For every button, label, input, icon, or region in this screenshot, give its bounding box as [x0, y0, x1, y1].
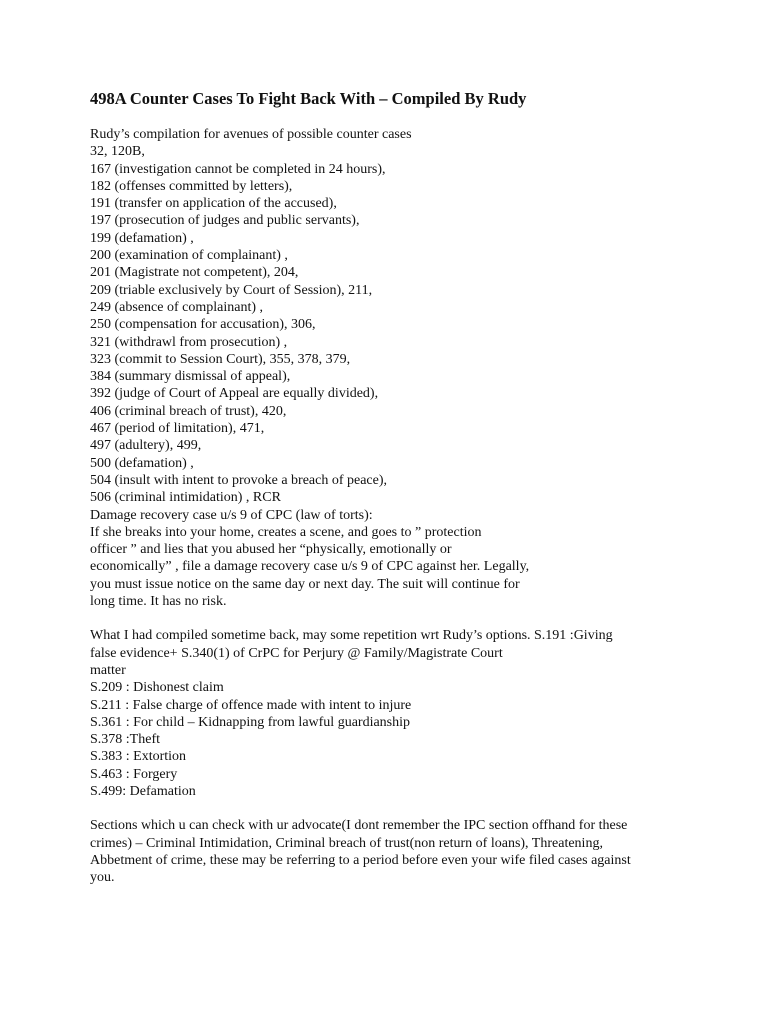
text-line: 32, 120B, [90, 144, 145, 160]
paragraph-gap [90, 800, 690, 817]
text-line: 406 (criminal breach of trust), 420, [90, 403, 287, 419]
text-line: you must issue notice on the same day or next day. The suit will continue for [90, 576, 520, 592]
text-line: 199 (defamation) , [90, 230, 194, 246]
advocate-check-paragraph [90, 817, 690, 886]
text-line: Rudy’s compilation for avenues of possible counter cases [90, 127, 412, 142]
text-line: 209 (triable exclusively by Court of Session), 211, [90, 282, 373, 298]
text-line: 250 (compensation for accusation), 306, [90, 317, 316, 333]
text-line: S.463 : Forgery [90, 766, 178, 782]
text-line: matter [90, 662, 126, 678]
text-line: 201 (Magistrate not competent), 204, [90, 265, 299, 281]
text-line: Damage recovery case u/s 9 of CPC (law of torts): [90, 507, 373, 523]
document-title: 498A Counter Cases To Fight Back With – Compiled By Rudy [90, 89, 527, 108]
counter-cases-section [90, 126, 690, 610]
text-line: 200 (examination of complainant) , [90, 248, 288, 264]
paragraph-gap [90, 610, 690, 627]
text-line: 182 (offenses committed by letters), [90, 178, 293, 194]
document-page [90, 88, 690, 886]
text-line: you. [90, 870, 115, 886]
text-line: Abbetment of crime, these may be referring to a period before even your wife filed cases against [90, 852, 631, 868]
text-line: S.378 :Theft [90, 732, 160, 748]
text-line: 249 (absence of complainant) , [90, 299, 263, 315]
text-line: crimes) – Criminal Intimidation, Criminal breach of trust(non return of loans), Threatening, [90, 835, 603, 851]
text-line: 500 (defamation) , [90, 455, 194, 471]
text-line: S.209 : Dishonest claim [90, 680, 224, 696]
text-line: 467 (period of limitation), 471, [90, 421, 265, 437]
text-line: 392 (judge of Court of Appeal are equally divided), [90, 386, 379, 402]
text-line: officer ” and lies that you abused her “physically, emotionally or [90, 542, 452, 558]
text-line: Sections which u can check with ur advocate(I dont remember the IPC section offhand for these [90, 818, 628, 834]
text-line: long time. It has no risk. [90, 594, 227, 610]
text-line: 497 (adultery), 499, [90, 438, 202, 454]
text-line: If she breaks into your home, creates a scene, and goes to ” protection [90, 524, 482, 540]
text-line: 167 (investigation cannot be completed in 24 hours), [90, 161, 386, 177]
text-line: economically” , file a damage recovery case u/s 9 of CPC against her. Legally, [90, 559, 530, 575]
text-line: 323 (commit to Session Court), 355, 378, 379, [90, 351, 351, 367]
text-line: S.211 : False charge of offence made with intent to injure [90, 697, 412, 713]
text-line: S.383 : Extortion [90, 749, 187, 765]
text-line: 506 (criminal intimidation) , RCR [90, 490, 281, 506]
text-line: 191 (transfer on application of the accused), [90, 196, 337, 212]
text-line: 384 (summary dismissal of appeal), [90, 369, 291, 385]
text-line: S.499: Defamation [90, 783, 196, 799]
text-line: What I had compiled sometime back, may some repetition wrt Rudy’s options. S.191 :Giving [90, 628, 613, 644]
text-line: 197 (prosecution of judges and public servants), [90, 213, 360, 229]
text-line: 321 (withdrawl from prosecution) , [90, 334, 288, 350]
text-line: 504 (insult with intent to provoke a breach of peace), [90, 472, 388, 488]
compiled-sections-list [90, 627, 690, 800]
text-line: S.361 : For child – Kidnapping from lawful guardianship [90, 714, 411, 730]
text-line: false evidence+ S.340(1) of CrPC for Perjury @ Family/Magistrate Court [90, 645, 503, 661]
